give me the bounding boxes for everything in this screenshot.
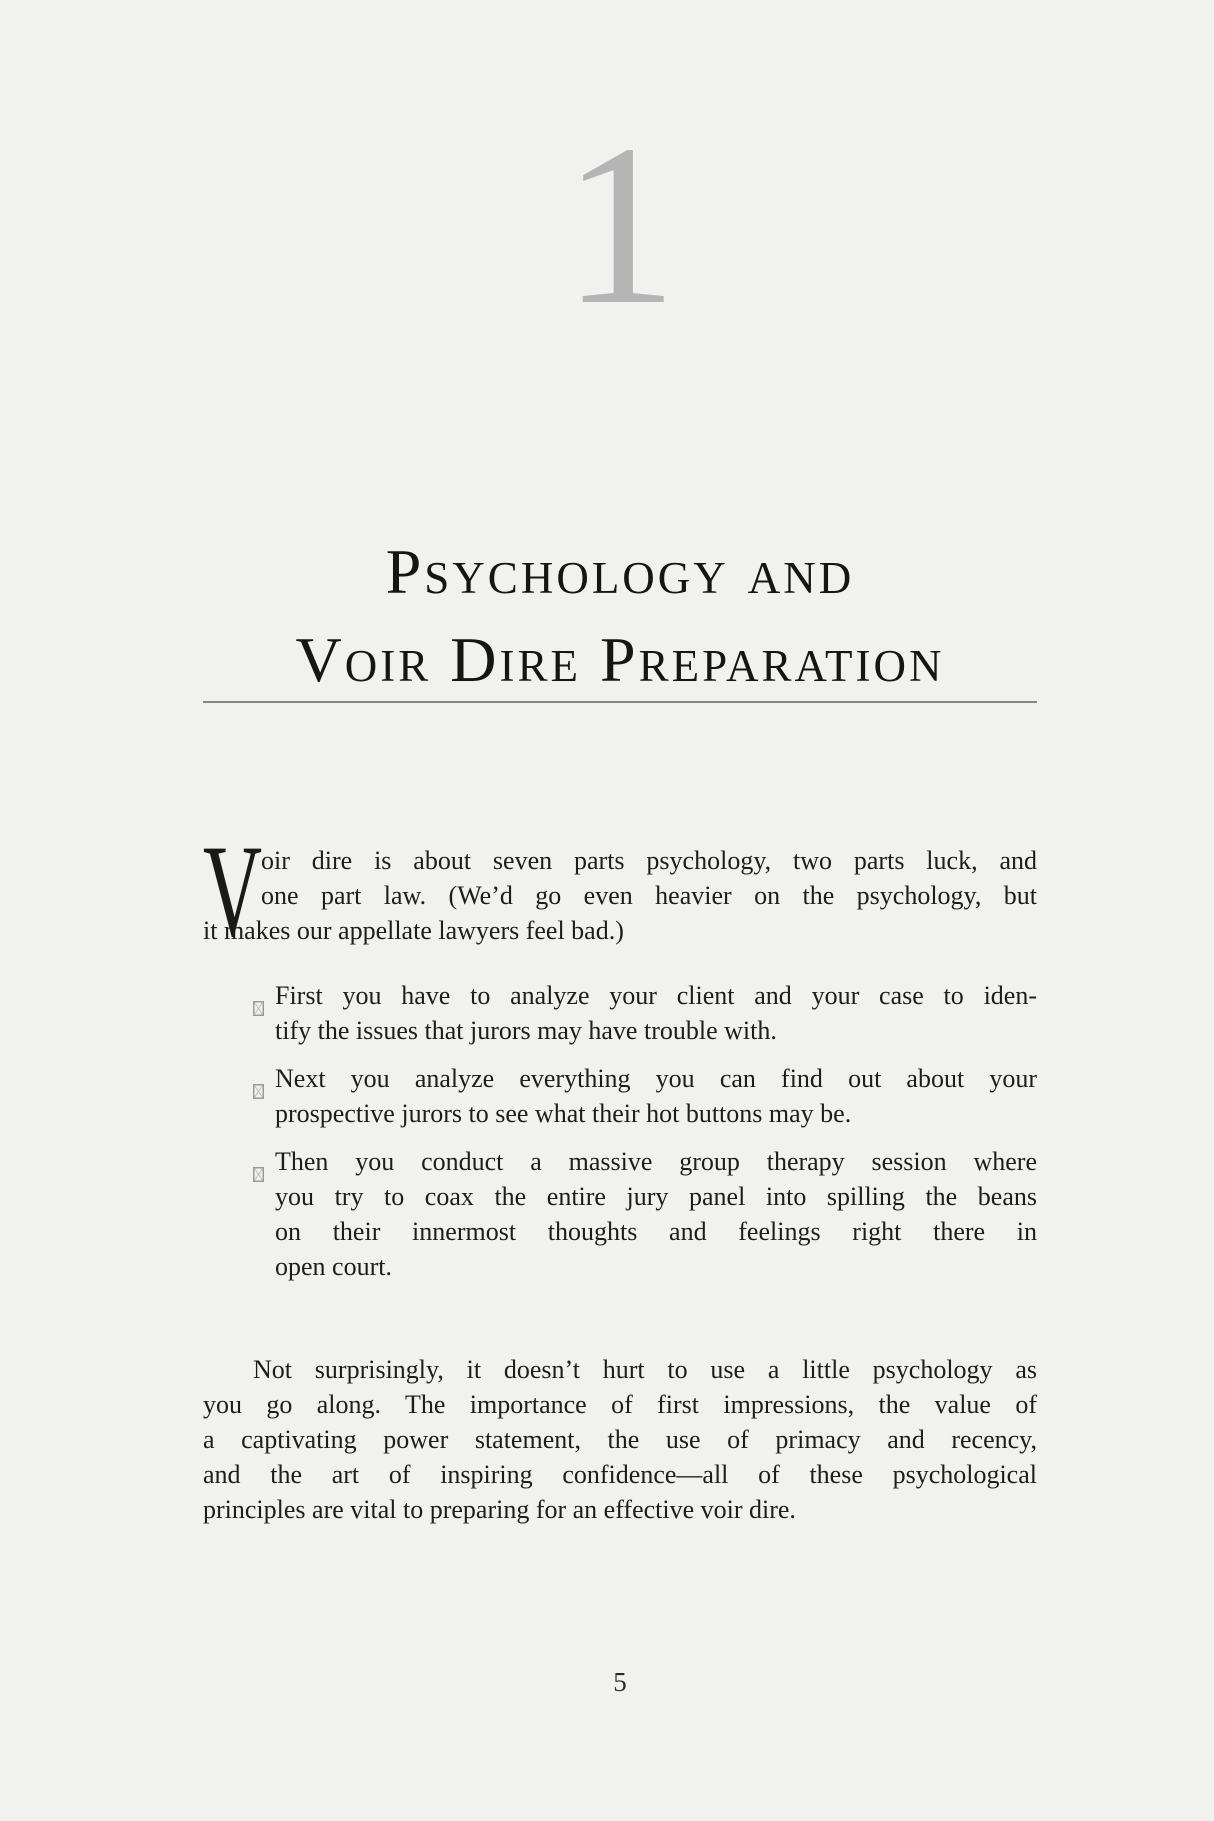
text-line: Then you conduct a massive group therapy session where [275, 1147, 1037, 1176]
chapter-title [203, 528, 1037, 704]
chapter-title-line2: Voir Dire Preparation [295, 624, 945, 695]
closing-paragraph [203, 1352, 1037, 1527]
intro-paragraph [203, 817, 1037, 964]
bullet-list [203, 978, 1037, 1284]
chapter-number: 1 [562, 97, 678, 352]
text-line: prospective jurors to see what their hot buttons may be. [275, 1099, 852, 1128]
text-line: open court. [275, 1252, 392, 1281]
text-line: one part law. (We’d go even heavier on the psychology, but [261, 881, 1037, 910]
text-line: a captivating power statement, the use of primacy and recency, [203, 1425, 1037, 1454]
text-line: Not surprisingly, it doesn’t hurt to use a little psychology as [253, 1355, 1037, 1384]
bullet-item [253, 978, 1037, 1048]
text-line: First you have to analyze your client and your case to iden- [275, 981, 1037, 1010]
text-line: principles are vital to preparing for an effective voir dire. [203, 1495, 796, 1524]
missing-glyph-bullet-icon [253, 990, 264, 1025]
text-line: Next you analyze everything you can find out about your [275, 1064, 1037, 1093]
bullet-item [253, 1144, 1037, 1284]
missing-glyph-bullet-icon [253, 1073, 264, 1108]
text-line: you try to coax the entire jury panel into spilling the beans [275, 1182, 1037, 1211]
chapter-title-line1: Psychology and [385, 536, 855, 607]
text-line: and the art of inspiring confidence—all of these psychological [203, 1460, 1037, 1489]
text-line: on their innermost thoughts and feelings right there in [275, 1217, 1037, 1246]
page-number: 5 [613, 1667, 627, 1697]
text-line: oir dire is about seven parts psychology, two parts luck, and [261, 846, 1037, 875]
text-line: it makes our appellate lawyers feel bad.) [203, 916, 624, 945]
missing-glyph-bullet-icon [253, 1156, 264, 1191]
text-line: tify the issues that jurors may have trouble with. [275, 1016, 777, 1045]
text-line: you go along. The importance of first impressions, the value of [203, 1390, 1037, 1419]
text-column [203, 97, 1037, 1700]
bullet-item [253, 1061, 1037, 1131]
drop-cap: V [203, 817, 263, 964]
